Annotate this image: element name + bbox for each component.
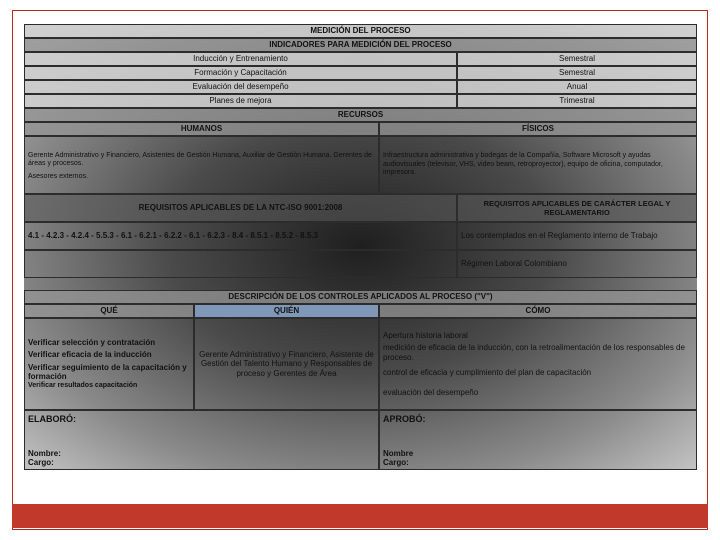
legal-requirement-1: Los contemplados en el Reglamento interno de Trabajo [457, 222, 697, 250]
physical-resources-text: Infraestructura administrativa y bodegas de la Compañía, Software Microsoft y ayudas audiovisuales (televisor, VHS, video beam, retroproyector), equipo de oficina, computador, impresora. [379, 136, 697, 194]
document-title: MEDICIÓN DEL PROCESO [24, 24, 697, 38]
bottom-accent-bar [12, 504, 708, 528]
aprobo-nombre-label: Nombre [383, 448, 414, 458]
indicator-frequency: Trimestral [457, 94, 697, 108]
como-item: medición de eficacia de la inducción, con la retroalimentación de los responsables de proceso. [383, 343, 685, 362]
aprobo-label: APROBÓ: [383, 414, 426, 424]
elaboro-label: ELABORÓ: [28, 414, 76, 424]
physical-resources-header: FÍSICOS [379, 122, 697, 136]
elaboro-nombre-label: Nombre: [28, 448, 61, 458]
indicator-frequency: Anual [457, 80, 697, 94]
quien-text: Gerente Administrativo y Financiero, Asistente de Gestión del Talento Humano y Responsables de proceso y Gerentes de Área [194, 318, 379, 410]
como-item: control de eficacia y cumplimiento del plan de capacitación [383, 368, 592, 378]
que-item: Verificar eficacia de la inducción [28, 350, 152, 360]
human-resources-text: Gerente Administrativo y Financiero, Asistentes de Gestión Humana, Auxiliar de Gestión Humana. Gerentes de áreas y procesos. [28, 151, 372, 168]
human-resources-header: HUMANOS [24, 122, 379, 136]
que-item: Verificar selección y contratación [28, 337, 156, 347]
aprobo-cell [379, 410, 697, 470]
como-cell [379, 318, 697, 410]
que-header: QUÉ [24, 304, 194, 318]
process-measurement-document [24, 24, 697, 470]
resources-title: RECURSOS [24, 108, 697, 122]
que-item: Verificar resultados capacitación [28, 381, 138, 389]
human-resources-cell [24, 136, 379, 194]
indicator-name: Formación y Capacitación [24, 66, 457, 80]
como-header: CÓMO [379, 304, 697, 318]
indicator-name: Inducción y Entrenamiento [24, 52, 457, 66]
aprobo-cargo-label: Cargo: [383, 458, 409, 468]
que-cell [24, 318, 194, 410]
legal-requirement-2: Régimen Laboral Colombiano [457, 250, 697, 278]
elaboro-cargo-label: Cargo: [28, 458, 54, 468]
ntc-requirements-values: 4.1 - 4.2.3 - 4.2.4 - 5.5.3 - 6.1 - 6.2.1 - 6.2.2 - 6.1 - 6.2.3 - 8.4 - 8.5.1 - 8.5.2 - 8.5.3 [24, 222, 457, 250]
quien-header: QUIÉN [194, 304, 379, 318]
elaboro-cell [24, 410, 379, 470]
ntc-requirements-empty [24, 250, 457, 278]
como-item: Apertura historia laboral [383, 330, 468, 340]
indicator-name: Evaluación del desempeño [24, 80, 457, 94]
que-item: Verificar seguimiento de la capacitación y formación [28, 362, 187, 382]
indicator-name: Planes de mejora [24, 94, 457, 108]
legal-requirements-header: REQUISITOS APLICABLES DE CARÁCTER LEGAL Y REGLAMENTARIO [457, 194, 697, 222]
como-item: evaluación del desempeño [383, 387, 479, 397]
ntc-requirements-header: REQUISITOS APLICABLES DE LA NTC-ISO 9001:2008 [24, 194, 457, 222]
indicator-frequency: Semestral [457, 66, 697, 80]
indicator-frequency: Semestral [457, 52, 697, 66]
indicators-title: INDICADORES PARA MEDICIÓN DEL PROCESO [24, 38, 697, 52]
controls-title: DESCRIPCIÓN DE LOS CONTROLES APLICADOS AL PROCESO ("V") [24, 290, 697, 304]
human-resources-text-2: Asesores externos. [28, 172, 88, 180]
